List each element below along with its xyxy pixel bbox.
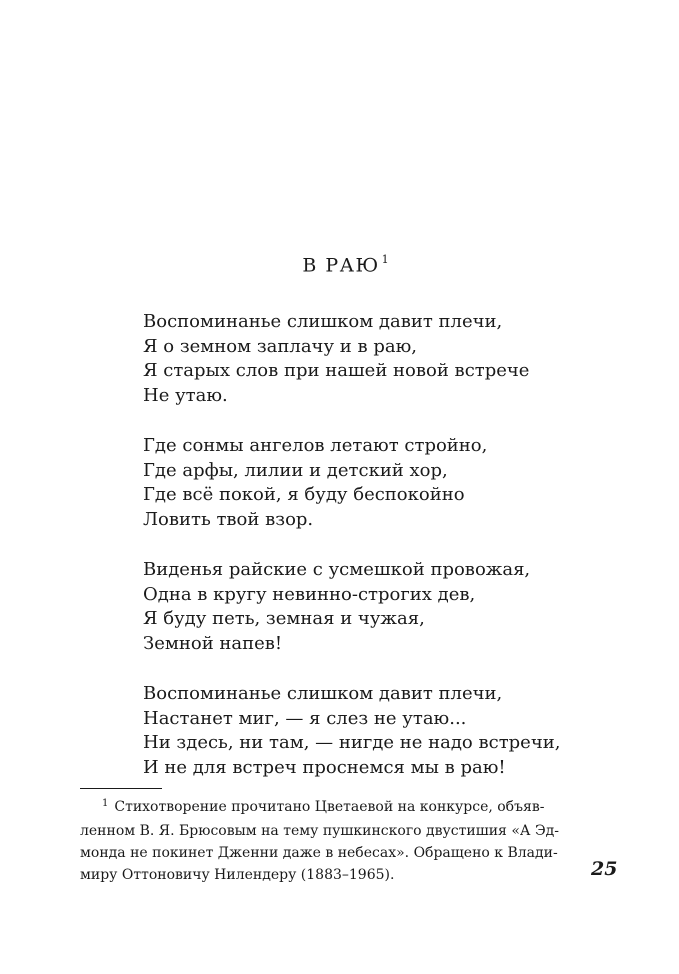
footnote-divider — [80, 788, 162, 789]
footnote-reference: 1 — [381, 253, 389, 266]
poem-line: Где сонмы ангелов летают стройно, — [143, 435, 488, 456]
stanza — [143, 682, 573, 780]
poem-line: Ловить твой взор. — [143, 508, 314, 530]
poem-line: Где всё покой, я буду беспокойно — [143, 484, 465, 505]
poem-line: Где арфы, лилии и детский хор, — [143, 459, 448, 481]
footnote-mark: 1 — [102, 798, 109, 809]
poem-line: Виденья райские с усмешкой провожая, — [143, 559, 531, 580]
footnote-line — [80, 796, 572, 820]
poem-line: Я о земном заплачу и в раю, — [143, 335, 417, 357]
poem-line: Я буду петь, земная и чужая, — [143, 608, 425, 629]
page-number: 25 — [591, 858, 618, 880]
poem-line: И не для встреч проснемся мы в раю! — [143, 756, 506, 778]
footnote-text: Стихотворение прочитано Цветаевой на конкурсе, объяв- — [114, 799, 545, 815]
poem-line: Земной напев! — [143, 632, 283, 654]
stanza — [143, 310, 573, 408]
footnote — [80, 796, 572, 886]
stanza — [143, 558, 573, 656]
stanza — [143, 434, 573, 532]
footnote-line: ленном В. Я. Брюсовым на тему пушкинского двустишия «А Эд- — [80, 823, 560, 839]
poem-body — [143, 310, 573, 806]
poem-line: Ни здесь, ни там, — нигде не надо встречи, — [143, 732, 561, 753]
poem-title-text: В РАЮ — [302, 254, 380, 277]
poem-line: Воспоминанье слишком давит плечи, — [143, 311, 503, 332]
footnote-line: монда не покинет Дженни даже в небесах». Обращено к Влади- — [80, 845, 558, 861]
poem-title — [0, 254, 679, 276]
poem-line: Одна в кругу невинно-строгих дев, — [143, 583, 476, 605]
poem-line: Не утаю. — [143, 384, 228, 406]
poem-line: Воспоминанье слишком давит плечи, — [143, 683, 503, 704]
poem-line: Я старых слов при нашей новой встрече — [143, 360, 530, 381]
poem-line: Настанет миг, — я слез не утаю... — [143, 707, 467, 729]
footnote-line: миру Оттоновичу Нилендеру (1883–1965). — [80, 867, 395, 883]
